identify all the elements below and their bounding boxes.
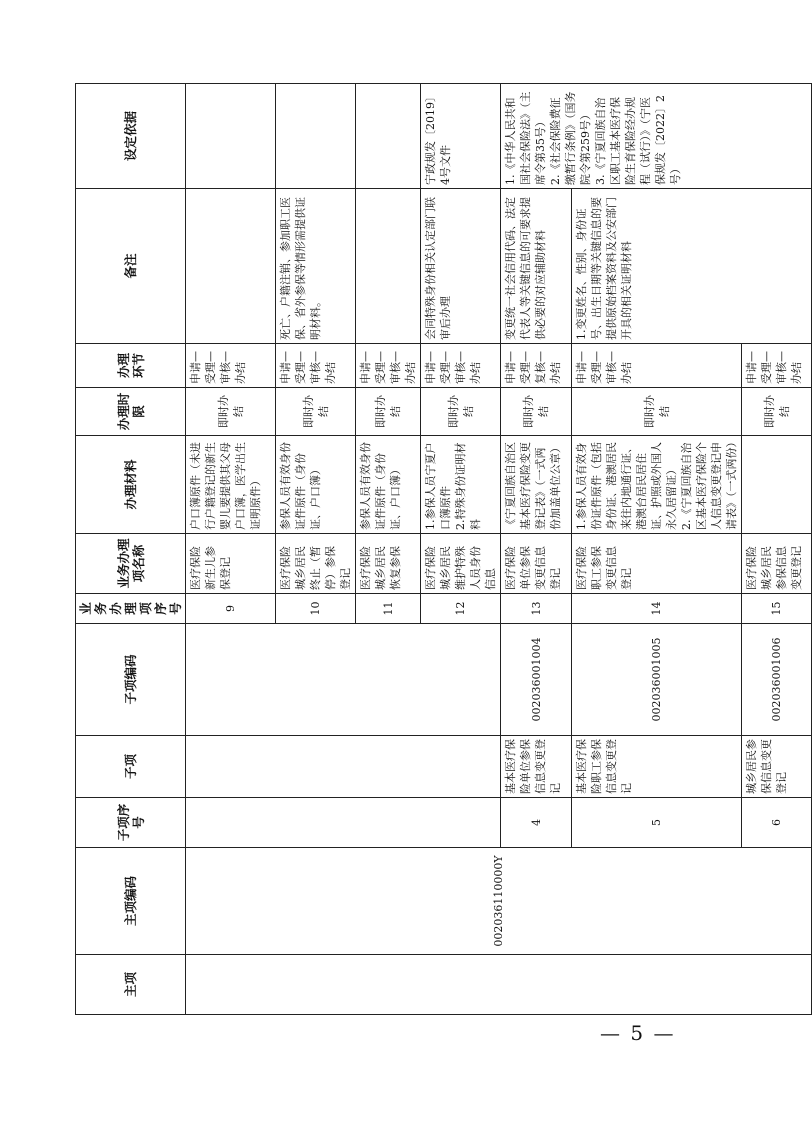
table-header-row <box>76 84 186 1015</box>
basis-cell <box>186 84 276 189</box>
materials-cell: 参保人员有效身份证件原件（身份证、户口簿） <box>356 436 421 534</box>
rotated-table-container <box>75 84 803 1015</box>
header-biz-no: 业务办理项序号 <box>76 594 186 624</box>
header-biz-name: 业务办理项名称 <box>76 534 186 594</box>
remarks-cell <box>186 189 276 344</box>
remarks-cell: 1.变更姓名、性别、身份证号、出生日期等关键信息的要提供原始档案资料及公安部门开具的相关证明材料 <box>572 189 812 344</box>
remarks-cell: 变更统一社会信用代码、法定代表人等关键信息的可要求提供必要的对应辅助材料 <box>501 189 572 344</box>
materials-cell: 1.参保人员有效身份证件原件（包括身份证、港澳居民来往内地通行证、港澳台居民居住证、护照或外国人永久居留证） 2.《宁夏回族自治区基本医疗保险个人信息变更登记申请表》（一式两份） <box>572 436 742 534</box>
process-cell: 申请—受理—审核—办结 <box>356 344 421 388</box>
biz-no-cell: 10 <box>276 594 356 624</box>
header-main-code: 主项编码 <box>76 848 186 955</box>
time-limit-cell: 即时办结 <box>501 388 572 436</box>
basis-cell <box>276 84 356 189</box>
header-sub-no: 子项序号 <box>76 798 186 848</box>
biz-name-cell: 医疗保险城乡居民参保信息变更登记 <box>742 534 812 594</box>
process-cell: 申请—受理—复核—办结 <box>501 344 572 388</box>
sub-item-cell: 基本医疗保险职工参保信息变更登记 <box>572 736 742 798</box>
basis-cell <box>356 84 421 189</box>
process-cell: 申请—受理—审核—办结 <box>421 344 501 388</box>
header-sub-item: 子项 <box>76 736 186 798</box>
basis-cell: 1.《中华人民共和国社会保险法》（主席令第35号） 2.《社会保险费征缴暂行条例》（国务院令第259号） 3.《宁夏回族自治区职工基本医疗保险生育保险经办规程（试行）》（宁医保规发〔2022〕2号） <box>501 84 812 189</box>
biz-name-cell: 医疗保险城乡居民终止（暂停）参保登记 <box>276 534 356 594</box>
biz-no-cell: 12 <box>421 594 501 624</box>
sub-no-cell: 5 <box>572 798 742 848</box>
time-limit-cell: 即时办结 <box>356 388 421 436</box>
sub-no-cell: 6 <box>742 798 812 848</box>
remarks-cell: 死亡、户籍注销、参加职工医保、省外参保等情形需提供证明材料。 <box>276 189 356 344</box>
sub-code-cell: 002036001005 <box>572 624 742 736</box>
biz-no-cell: 9 <box>186 594 276 624</box>
biz-name-cell: 医疗保险单位参保变更信息登记 <box>501 534 572 594</box>
header-remarks: 备注 <box>76 189 186 344</box>
time-limit-cell: 即时办结 <box>276 388 356 436</box>
main-item-cell <box>186 955 812 1015</box>
header-sub-code: 子项编码 <box>76 624 186 736</box>
materials-cell: 1.参保人员宁夏户口簿原件 2.特殊身份证明材料 <box>421 436 501 534</box>
sub-code-cell: 002036001006 <box>742 624 812 736</box>
header-materials: 办理材料 <box>76 436 186 534</box>
biz-name-cell: 医疗保险城乡居民维护特殊人员身份信息 <box>421 534 501 594</box>
process-cell: 申请—受理—审核—办结 <box>742 344 812 388</box>
biz-name-cell: 医疗保险城乡居民恢复参保 <box>356 534 421 594</box>
page-number: — 5 — <box>600 1021 676 1045</box>
time-limit-cell: 即时办结 <box>421 388 501 436</box>
sub-code-cell <box>186 624 501 736</box>
remarks-cell <box>356 189 421 344</box>
biz-no-cell: 14 <box>572 594 742 624</box>
remarks-cell: 会同特殊身份相关认定部门联审后办理 <box>421 189 501 344</box>
process-cell: 申请—受理—审核—办结 <box>572 344 742 388</box>
sub-code-cell: 002036001004 <box>501 624 572 736</box>
time-limit-cell: 即时办结 <box>742 388 812 436</box>
table-row <box>186 84 276 1015</box>
header-time-limit: 办理时限 <box>76 388 186 436</box>
biz-no-cell: 11 <box>356 594 421 624</box>
time-limit-cell: 即时办结 <box>572 388 742 436</box>
time-limit-cell: 即时办结 <box>186 388 276 436</box>
biz-no-cell: 15 <box>742 594 812 624</box>
service-items-table <box>75 83 812 1015</box>
main-code-cell: 002036110000Y <box>186 848 812 955</box>
sub-no-cell: 4 <box>501 798 572 848</box>
sub-item-cell: 基本医疗保险单位参保信息变更登记 <box>501 736 572 798</box>
materials-cell: 户口簿原件（未进行户籍登记的新生婴儿要提供其父母户口簿，医学出生证明原件） <box>186 436 276 534</box>
sub-item-cell: 城乡居民参保信息变更登记 <box>742 736 812 798</box>
biz-no-cell: 13 <box>501 594 572 624</box>
materials-cell: 参保人员有效身份证件原件（身份证、户口簿） <box>276 436 356 534</box>
materials-cell <box>742 436 812 534</box>
biz-name-cell: 医疗保险新生儿参保登记 <box>186 534 276 594</box>
basis-cell: 宁政规发〔2019〕4号文件 <box>421 84 501 189</box>
sub-item-cell <box>186 736 501 798</box>
materials-cell: 《宁夏回族自治区基本医疗保险变更登记表》（一式两份加盖单位公章） <box>501 436 572 534</box>
process-cell: 申请—受理—审核—办结 <box>276 344 356 388</box>
biz-name-cell: 医疗保险职工参保变更信息登记 <box>572 534 742 594</box>
header-basis: 设定依据 <box>76 84 186 189</box>
header-main-item: 主项 <box>76 955 186 1015</box>
header-process: 办理环节 <box>76 344 186 388</box>
sub-no-cell <box>186 798 501 848</box>
process-cell: 申请—受理—审核—办结 <box>186 344 276 388</box>
